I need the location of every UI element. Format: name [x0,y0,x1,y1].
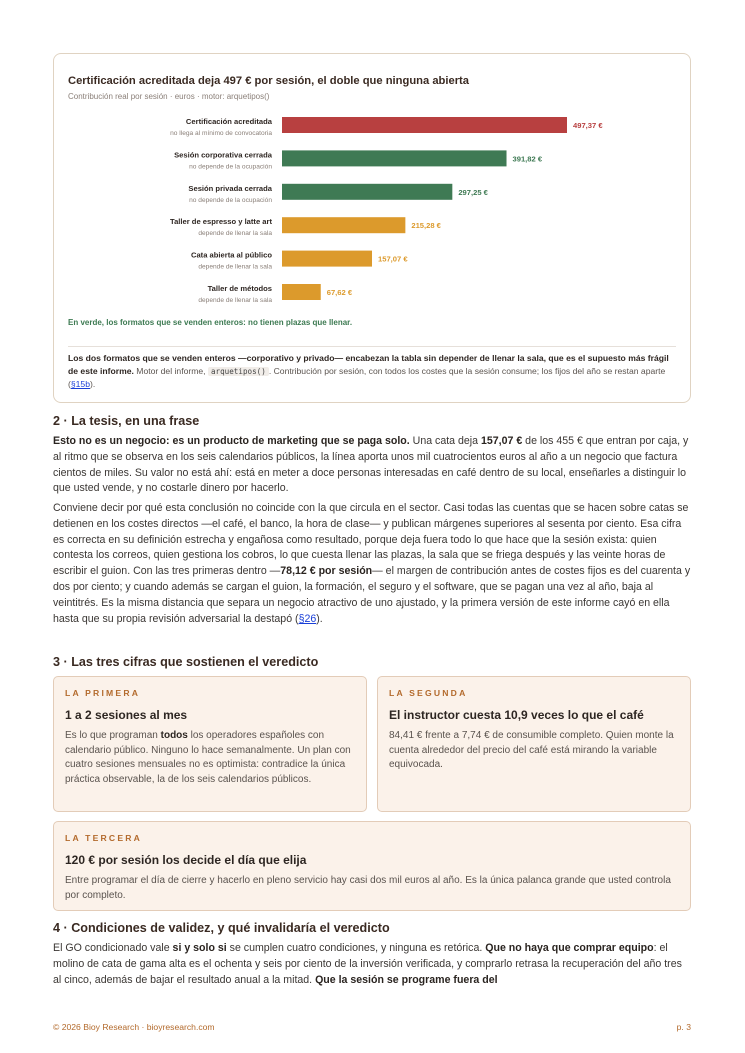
chart-title: Certificación acreditada deja 497 € por sesión, el doble que ninguna abierta [68,75,470,87]
p2-text-a: Conviene decir por qué esta conclusión no coincide con la que circula en el sector. Casi todas las cuentas que se hacen sobre catas se detienen en los costes directos —el café, el banco, la hora de clase— y publican márgenes superiores al sesenta por ciento. Esa cifra es correcta en su definición estrecha y engañosa como resultado, porque deja fuera todo lo que hace que la sesión exista: quien contesta los correos, quien gestiona los cobros, lo que cuesta llenar las plazas, la sala que se friega después y las veinte horas de escribir el guion. Con las tres primeras dentro — [53,502,689,578]
card-text-bold: todos [160,730,188,741]
card-text: 84,41 € frente a 7,74 € de consumible completo. Quien monte la cuenta alrededor del precio del café está mirando la variable equivocada. [389,730,674,771]
card-kicker: LA PRIMERA [65,688,141,698]
bar-sublabel: depende de llenar la sala [198,263,272,271]
figure-card-third [53,821,691,911]
bar-label: Taller de espresso y latte art [170,217,272,227]
figure-card-second [377,676,691,812]
bar [282,251,372,267]
s4-text-b: se cumplen cuatro condiciones, y ninguna es retórica. [226,942,486,954]
p1-text-a: Una cata deja [409,435,481,447]
caption-ref-link[interactable]: §15b [70,379,90,389]
bar-row [191,251,408,271]
card-text: Entre programar el día de cierre y hacerlo en pleno servicio hay casi dos mil euros al año. Es la única palanca grande que usted controla por completo. [65,875,671,901]
card-kicker: LA TERCERA [65,833,143,843]
page-number: p. 3 [676,1022,691,1032]
p2-text-b: — el margen de contribución antes de costes fijos es del cuarenta y dos por ciento; y cuando además se cargan el guion, la formación, el seguro y el software, que se pagan una vez al año, baja al veintitrés. Es la misma distancia que separa un negocio atractivo de uno ajustado, y la primera versión de este informe cayó en ella hasta que su propia revisión adversarial la destapó ( [53,565,691,625]
bar-sublabel: no depende de la ocupación [189,163,272,171]
section-2-title: 2 · La tesis, en una frase [53,414,200,428]
bar-sublabel: depende de llenar la sala [198,297,272,304]
caption-post: . Contribución por sesión, con todos los costes que la sesión consume; los fijos del año se restan aparte ( [68,366,666,389]
bar-value-label: 391,82 € [512,154,543,164]
figure-card-first [53,676,367,812]
bar-sublabel: depende de llenar la sala [198,230,272,238]
bar-value-label: 215,28 € [411,221,441,231]
chart-caption [68,352,676,391]
chart-note: En verde, los formatos que se venden enteros: no tienen plazas que llenar. [68,318,353,327]
p1-bold-2: 157,07 € [480,435,523,447]
section-3-title: 3 · Las tres cifras que sostienen el veredicto [53,655,319,669]
bar-value-label: 67,62 € [326,288,353,297]
card-text-b: los operadores españoles con calendario público. Ninguno lo hace semanalmente. Un plan con cuatro sesiones mensuales no es optimista: contradice la única práctica observable, la de los seis calendarios públicos. [65,730,351,785]
page [53,53,691,986]
p1-bold-1: Esto no es un negocio: es un producto de marketing que se paga solo. [53,435,410,447]
card-heading: 1 a 2 sesiones al mes [65,708,188,722]
bar-value-label: 297,25 € [458,187,488,197]
bar-value-label: 157,07 € [378,254,408,264]
bar [282,150,507,166]
bar-row [170,217,442,237]
bar-label: Sesión privada cerrada [188,183,272,193]
caption-end: ). [90,379,96,389]
bar-sublabel: no depende de la ocupación [189,196,272,204]
page-footer [53,1022,691,1032]
bar [282,217,405,233]
s4-bold-1: si y solo si [172,942,227,954]
chart-divider [68,346,676,347]
footer-copyright: © 2026 Bioy Research · bioyresearch.com [53,1022,215,1032]
section-4-paragraph [53,941,691,988]
caption-bold: Los dos formatos que se venden enteros —corporativo y privado— encabezan la tabla sin depender de llenar la sala, que es el supuesto más frágil de este informe. [68,353,669,376]
p2-bold: 78,12 € por sesión [280,565,373,578]
p2-end: ). [316,612,323,625]
caption-pre: Motor del informe, [133,366,208,376]
s4-bold-3: Que la sesión se programe fuera del [315,973,498,986]
card-text-a: Es lo que programan [65,730,161,741]
section-2-paragraph-2 [53,501,691,627]
s4-text-a: El GO condicionado vale [53,942,173,954]
caption-code: arquetipos() [208,367,269,376]
s4-bold-2: Que no haya que comprar equipo [485,942,654,954]
p1-text-b: de los 455 € que entran por caja, y al ritmo que se observa en los seis calendarios públicos, la línea aporta unos mil cuatrocientos euros al año a un negocio que factura cientos de miles. Su valor no está ahí: está en meter a doce personas interesadas en café dentro de su local, enseñarles a distinguir lo que usted vende, y no costarle dinero por hacerlo. [53,435,689,495]
chart-subtitle: Contribución real por sesión · euros · motor: arquetipos() [68,92,270,101]
chart-card [53,53,691,403]
s4-text-c: : el molino de cata de gama alta es el ochenta y seis por ciento de la inversión verificada, y comprarlo retrasa la recuperación del año tres al cinco, además de bajar el resultado anual a la mitad. [53,942,682,986]
p2-ref-link[interactable]: §26 [298,612,317,625]
bar-label: Certificación acreditada [185,117,272,126]
bar-row [188,184,488,204]
bar-value-label: 497,37 € [573,121,603,130]
card-heading: El instructor cuesta 10,9 veces lo que el café [389,708,644,722]
bar-label: Cata abierta al público [190,250,272,260]
bar-label: Taller de métodos [207,284,272,293]
bar-chart [54,112,690,312]
section-2-paragraph-1 [53,434,691,497]
bar [282,184,452,200]
bar [282,117,567,133]
bar-sublabel: no llega al mínimo de convocatoria [170,130,272,137]
section-4-title: 4 · Condiciones de validez, y qué invalidaría el veredicto [53,921,390,935]
bar-row [170,117,603,137]
card-kicker: LA SEGUNDA [389,688,468,698]
bar-row [198,284,353,304]
card-text [65,729,355,787]
bar [282,284,321,300]
bar-label: Sesión corporativa cerrada [174,150,272,160]
card-heading: 120 € por sesión los decide el día que elija [65,853,307,867]
bar-row [174,150,543,170]
